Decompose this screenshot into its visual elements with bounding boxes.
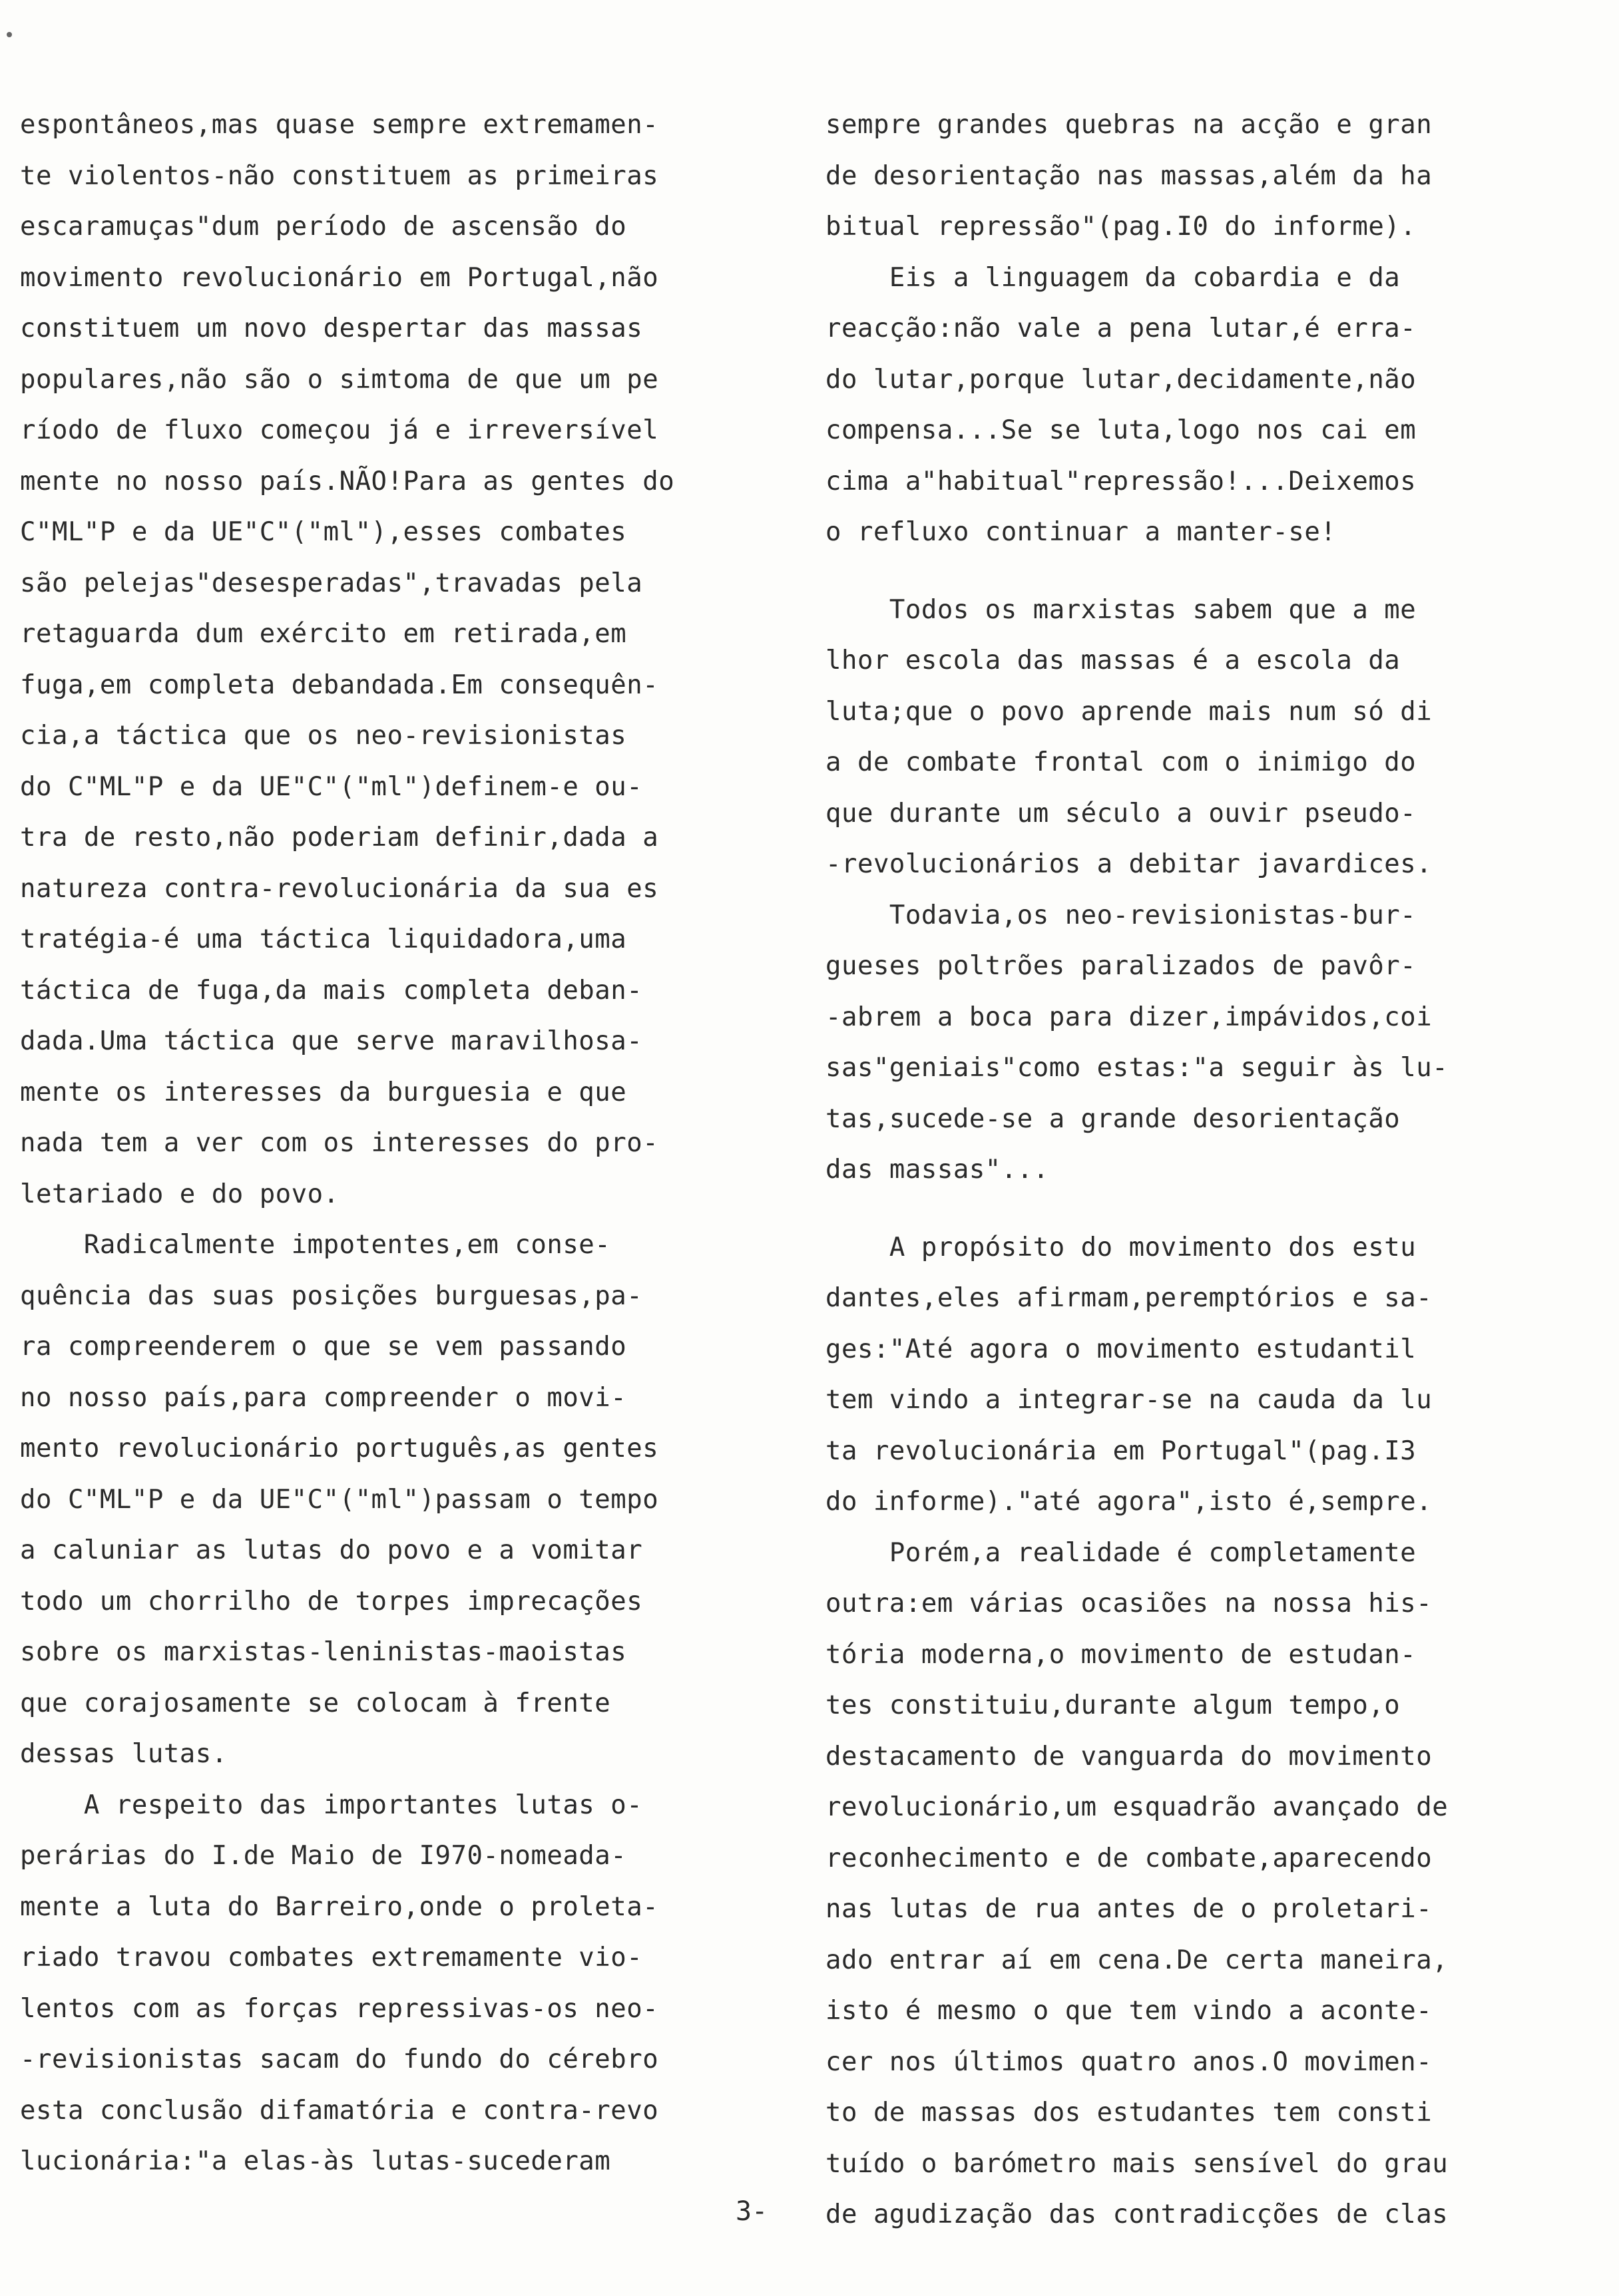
text-line: todo um chorrilho de torpes imprecações [20, 1586, 643, 1617]
text-line: lhor escola das massas é a escola da [825, 646, 1401, 675]
text-line: Eis a linguagem da cobardia e da [825, 262, 1401, 293]
text-line: dada.Uma táctica que serve maravilhosa- [20, 1026, 643, 1056]
text-line: Todos os marxistas sabem que a me [825, 594, 1417, 625]
text-line: reacção:não vale a pena lutar,é erra- [825, 313, 1417, 343]
text-line: mento revolucionário português,as gentes [20, 1434, 659, 1463]
text-line: outra:em várias ocasiões na nossa his- [825, 1589, 1433, 1619]
text-line: tuído o barómetro mais sensível do grau [825, 2148, 1449, 2179]
text-line: do C"ML"P e da UE"C"("ml")passam o tempo [20, 1484, 659, 1515]
text-line: cia,a táctica que os neo-revisionistas [20, 721, 627, 751]
text-line: no nosso país,para compreender o movi- [20, 1382, 627, 1413]
text-line: tória moderna,o movimento de estudan- [825, 1639, 1417, 1670]
text-line: revolucionário,um esquadrão avançado de [825, 1792, 1449, 1822]
text-line: fuga,em completa debandada.Em consequên- [20, 670, 659, 700]
right-text-column [825, 100, 1578, 2241]
text-line: tes constituiu,durante algum tempo,o [825, 1690, 1401, 1720]
text-line: perárias do I.de Maio de I970-nomeada- [20, 1841, 627, 1871]
text-line: -abrem a boca para dizer,impávidos,coi [825, 1002, 1433, 1032]
text-line: isto é mesmo o que tem vindo a aconte- [825, 1996, 1433, 2026]
text-line: que durante um século a ouvir pseudo- [825, 798, 1417, 829]
text-line: de agudização das contradicções de clas [825, 2200, 1449, 2229]
text-line: tem vindo a integrar-se na cauda da lu [825, 1385, 1433, 1415]
page-number: 3- [736, 2196, 768, 2227]
text-line: espontâneos,mas quase sempre extremamen- [20, 110, 659, 140]
text-line: mente a luta do Barreiro,onde o proleta- [20, 1891, 659, 1922]
paragraph-gap [825, 1196, 1578, 1223]
text-line: de desorientação nas massas,além da ha [825, 160, 1433, 191]
text-line: escaramuças"dum período de ascensão do [20, 212, 627, 242]
text-line: natureza contra-revolucionária da sua es [20, 873, 659, 904]
text-line: mente os interesses da burguesia e que [20, 1077, 627, 1107]
text-line: que corajosamente se colocam à frente [20, 1688, 611, 1718]
text-line: reconhecimento e de combate,aparecendo [825, 1843, 1433, 1873]
text-line: tratégia-é uma táctica liquidadora,uma [20, 924, 627, 954]
text-line: riado travou combates extremamente vio- [20, 1943, 643, 1973]
text-line: A propósito do movimento dos estu [825, 1232, 1417, 1262]
text-line: ta revolucionária em Portugal"(pag.I3 [825, 1435, 1417, 1466]
text-line: sempre grandes quebras na acção e gran [825, 110, 1433, 140]
text-line: te violentos-não constituem as primeiras [20, 160, 659, 191]
text-line: cer nos últimos quatro anos.O movimen- [825, 2046, 1433, 2077]
text-line: movimento revolucionário em Portugal,não [20, 262, 659, 293]
text-line: mente no nosso país.NÃO!Para as gentes do [20, 466, 675, 496]
text-line: dessas lutas. [20, 1739, 228, 1769]
text-line: populares,não são o simtoma de que um pe [20, 364, 659, 395]
text-line: sobre os marxistas-leninistas-maoistas [20, 1637, 627, 1667]
text-line: destacamento de vanguarda do movimento [825, 1741, 1433, 1772]
text-line: ra compreenderem o que se vem passando [20, 1332, 627, 1362]
text-line: são pelejas"desesperadas",travadas pela [20, 568, 643, 598]
left-text-column [20, 100, 746, 2188]
paper-speck [7, 32, 12, 37]
text-line: -revisionistas sacam do fundo do cérebro [20, 2044, 659, 2074]
text-line: A respeito das importantes lutas o- [20, 1790, 643, 1820]
text-line: do informe)."até agora",isto é,sempre. [825, 1487, 1433, 1517]
text-line: quência das suas posições burguesas,pa- [20, 1280, 643, 1311]
text-line: -revolucionários a debitar javardices. [825, 849, 1433, 879]
text-line: do C"ML"P e da UE"C"("ml")definem-e ou- [20, 771, 643, 802]
text-line: C"ML"P e da UE"C"("ml"),esses combates [20, 517, 627, 547]
text-line: letariado e do povo. [20, 1179, 340, 1209]
text-line: compensa...Se se luta,logo nos cai em [825, 415, 1417, 445]
text-line: to de massas dos estudantes tem consti [825, 2098, 1433, 2128]
text-line: esta conclusão difamatória e contra-revo [20, 2095, 659, 2126]
text-line: nas lutas de rua antes de o proletari- [825, 1894, 1433, 1924]
text-line: Porém,a realidade é completamente [825, 1537, 1417, 1568]
text-line: a caluniar as lutas do povo e a vomitar [20, 1535, 643, 1565]
text-line: tra de resto,não poderiam definir,dada a [20, 823, 659, 853]
text-line: nada tem a ver com os interesses do pro- [20, 1128, 659, 1158]
text-line: do lutar,porque lutar,decidamente,não [825, 364, 1417, 395]
text-line: a de combate frontal com o inimigo do [825, 747, 1417, 777]
text-line: ges:"Até agora o movimento estudantil [825, 1334, 1417, 1364]
text-line: dantes,eles afirmam,peremptórios e sa- [825, 1283, 1433, 1313]
text-line: retaguarda dum exército em retirada,em [20, 619, 627, 649]
text-line: táctica de fuga,da mais completa deban- [20, 975, 643, 1006]
text-line: gueses poltrões paralizados de pavôr- [825, 951, 1417, 981]
text-line: Radicalmente impotentes,em conse- [20, 1230, 611, 1260]
text-line: constituem um novo despertar das massas [20, 313, 643, 343]
text-line: lucionária:"a elas-às lutas-sucederam [20, 2146, 611, 2176]
text-line: bitual repressão"(pag.I0 do informe). [825, 212, 1417, 242]
text-line: sas"geniais"como estas:"a seguir às lu- [825, 1053, 1449, 1083]
text-line: tas,sucede-se a grande desorientação [825, 1103, 1401, 1134]
text-line: cima a"habitual"repressão!...Deixemos [825, 466, 1417, 496]
text-line: luta;que o povo aprende mais num só di [825, 696, 1433, 727]
text-line: o refluxo continuar a manter-se! [825, 517, 1337, 547]
text-line: lentos com as forças repressivas-os neo- [20, 1993, 659, 2024]
paragraph-gap [825, 558, 1578, 585]
text-line: ado entrar aí em cena.De certa maneira, [825, 1945, 1449, 1975]
text-line: das massas"... [825, 1155, 1049, 1185]
text-line: Todavia,os neo-revisionistas-bur- [825, 900, 1417, 930]
text-line: ríodo de fluxo começou já e irreversível [20, 415, 659, 445]
